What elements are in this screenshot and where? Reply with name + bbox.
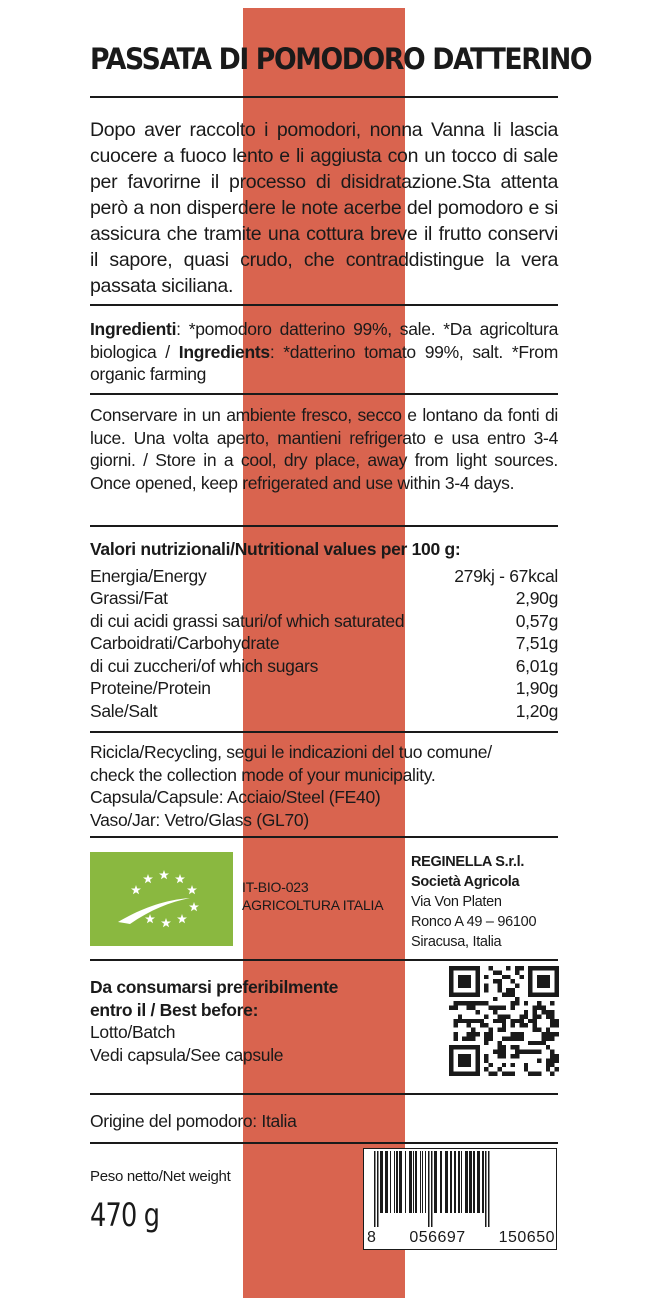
cert-code: IT-BIO-023: [242, 879, 309, 895]
nutrition-label: Sale/Salt: [90, 700, 158, 721]
divider: [90, 393, 558, 395]
eu-organic-leaf-icon: [90, 852, 233, 946]
divider: [90, 836, 558, 838]
ingredients-label-it: Ingredienti: [90, 319, 177, 339]
nutrition-row: [90, 610, 558, 633]
barcode: [363, 1148, 557, 1250]
company-type: Società Agricola: [411, 874, 520, 890]
nutrition-value: 7,51g: [515, 633, 558, 653]
lot-label: Lotto/Batch: [90, 1022, 176, 1042]
ingredients-text-it: : *pomodoro datterino 99%, sale. *Da agricoltura biologica /: [90, 319, 558, 362]
nutrition-label: Energia/Energy: [90, 565, 207, 586]
barcode-first-digit: 8: [367, 1229, 377, 1246]
nutrition-label: di cui acidi grassi saturi/of which saturated: [90, 610, 405, 631]
nutrition-row: [90, 700, 558, 723]
nutrition-row: [90, 655, 558, 678]
company-address: [411, 852, 536, 952]
nutrition-row: [90, 587, 558, 610]
net-weight-label: Peso netto/Net weight: [90, 1168, 231, 1185]
nutrition-label: Proteine/Protein: [90, 678, 211, 698]
ingredients: [90, 318, 558, 386]
divider: [90, 1142, 558, 1144]
nutrition-value: 1,20g: [515, 700, 558, 721]
divider: [90, 959, 558, 961]
nutrition-heading: Valori nutrizionali/Nutritional values per 100 g:: [90, 539, 461, 559]
ingredients-label-en: Ingredients: [178, 341, 270, 362]
company-name: REGINELLA S.r.l.: [411, 854, 525, 870]
eu-organic-logo: [90, 852, 233, 946]
best-before-line: entro il / Best before:: [90, 999, 259, 1020]
divider: [90, 525, 558, 527]
net-weight-value: 470 g: [90, 1196, 160, 1234]
company-street: Via Von Platen: [411, 894, 502, 910]
company-city: Ronco A 49 – 96100: [411, 914, 537, 930]
barcode-number: [367, 1229, 555, 1247]
recycling-info: [90, 741, 558, 831]
divider: [90, 96, 558, 98]
see-capsule: Vedi capsula/See capsule: [90, 1044, 284, 1065]
nutrition-value: 279kj - 67kcal: [454, 565, 558, 586]
product-title: PASSATA DI POMODORO DATTERINO: [90, 42, 592, 76]
ingredients-text-en: : *datterino tomato 99%, salt. *From organic farming: [90, 341, 558, 384]
nutrition-value: 2,90g: [515, 588, 558, 608]
product-description: Dopo aver raccolto i pomodori, nonna Vanna li lascia cuocere a fuoco lento e li aggiusta con un tocco di sale per favorirne il processo di disidratazione.Sta attenta però a non disperdere le note acerbe del pomodoro e si assicura che tramite una cottura breve il frutto conservi il sapore, quasi crudo, che contraddistingue la vera passata siciliana.: [90, 119, 558, 297]
nutrition-row: [90, 565, 558, 588]
company-region: Siracusa, Italia: [411, 934, 502, 950]
barcode-bars: [372, 1151, 548, 1227]
jar-material: Vaso/Jar: Vetro/Glass (GL70): [90, 809, 309, 830]
nutrition-value: 0,57g: [515, 610, 558, 631]
nutrition-value: 6,01g: [515, 655, 558, 676]
best-before: [90, 976, 370, 1066]
divider: [90, 1093, 558, 1095]
nutrition-row: [90, 677, 558, 700]
qr-code-icon: [449, 966, 559, 1076]
capsule-material: Capsula/Capsule: Acciaio/Steel (FE40): [90, 787, 381, 807]
divider: [90, 731, 558, 733]
storage-instructions: Conservare in un ambiente fresco, secco e lontano da fonti di luce. Una volta aperto, mantieni refrigerato e usa entro 3-4 giorni. / Store in a cool, dry place, away from light sources. Once opened, keep refrigerated and use within 3-4 days.: [90, 405, 558, 493]
recycling-line: check the collection mode of your municipality.: [90, 764, 436, 785]
nutrition-label: Carboidrati/Carbohydrate: [90, 633, 280, 653]
recycling-line: Ricicla/Recycling, segui le indicazioni del tuo comune/: [90, 742, 492, 762]
barcode-left-digits: 056697: [409, 1229, 466, 1246]
nutrition-label: di cui zuccheri/of which sugars: [90, 655, 319, 676]
divider: [90, 304, 558, 306]
tomato-origin: Origine del pomodoro: Italia: [90, 1111, 297, 1131]
nutrition-table: [90, 538, 558, 722]
nutrition-label: Grassi/Fat: [90, 588, 168, 608]
qr-code[interactable]: [449, 966, 559, 1076]
nutrition-row: [90, 632, 558, 655]
nutrition-value: 1,90g: [515, 678, 558, 698]
barcode-right-digits: 150650: [498, 1229, 555, 1246]
certification-info: [242, 878, 383, 914]
cert-origin: AGRICOLTURA ITALIA: [242, 897, 384, 913]
best-before-line: Da consumarsi preferibilmente: [90, 977, 339, 997]
